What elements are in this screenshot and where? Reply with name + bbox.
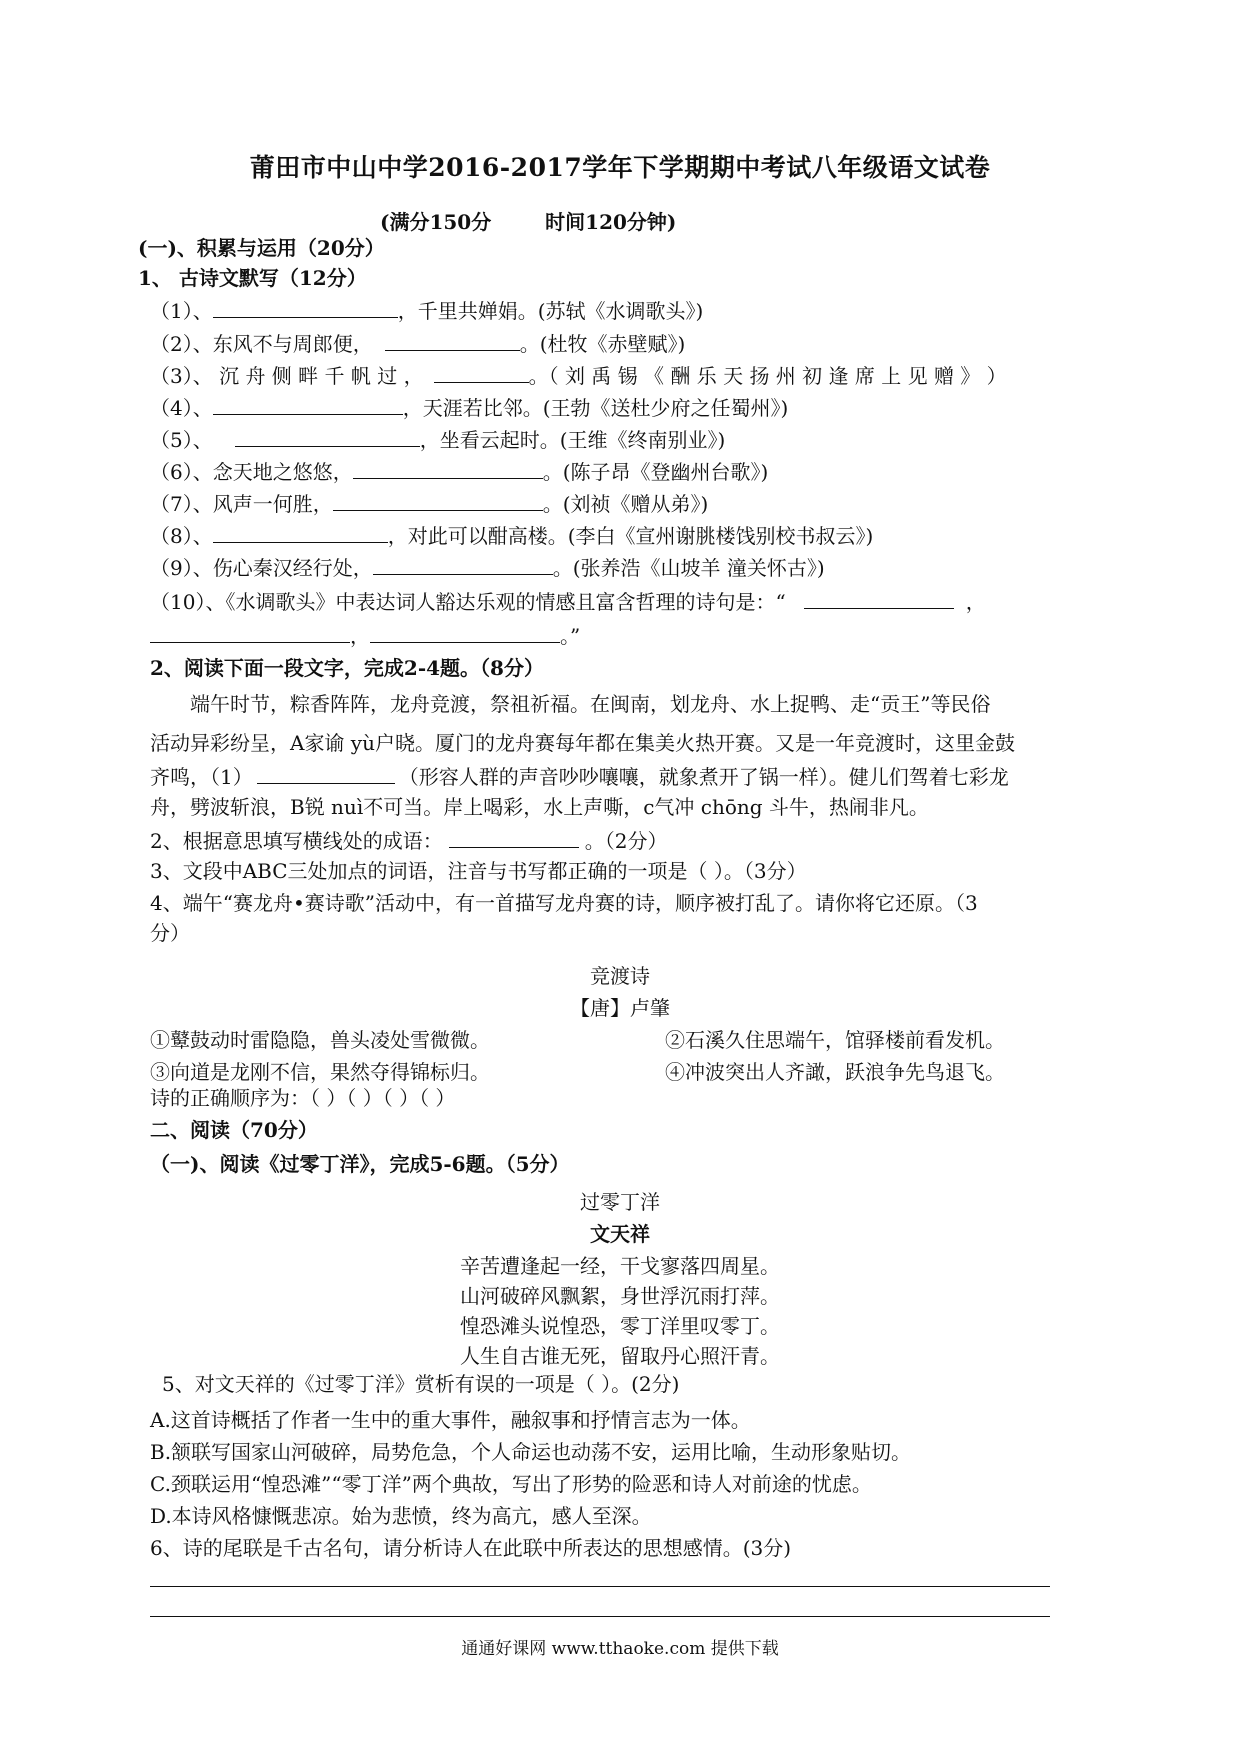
fill-item-3: （3）、 沉 舟 侧 畔 千 帆 过 ， 。（ 刘 禹 锡 《 酬 乐 天 扬 州 初 逢 席 上 见 赠 》 ） — [150, 364, 1007, 388]
answer-blank[interactable] — [353, 460, 543, 479]
page-title: 莆田市中山中学2016-2017学年下学期期中考试八年级语文试卷 — [249, 153, 991, 182]
question-2: 2、根据意思填写横线处的成语： 。（2分） — [150, 829, 668, 853]
poem-line-1: ①鼙鼓动时雷隐隐，兽头凌处雪微微。 — [150, 1028, 490, 1052]
reading-1-heading: （一)、阅读《过零丁洋》，完成5-6题。（5分） — [150, 1152, 570, 1176]
fill-item-2: （2）、东风不与周郎便， 。(杜牧《赤壁赋》) — [150, 332, 686, 356]
fill-item-5: （5）、 ，坐看云起时。(王维《终南别业》) — [150, 428, 726, 452]
fill-item-10-cont: ， 。” — [150, 624, 580, 646]
answer-blank[interactable] — [213, 396, 403, 415]
poem-line-2: ②石溪久住思端午，馆驿楼前看发机。 — [665, 1028, 1005, 1052]
option-c[interactable]: C.颈联运用“惶恐滩”“零丁洋”两个典故，写出了形势的险恶和诗人对前途的忧虑。 — [150, 1472, 872, 1496]
answer-line[interactable] — [150, 1586, 1050, 1587]
answer-blank[interactable] — [213, 299, 398, 318]
poem2-line-2: 山河破碎风飘絮，身世浮沉雨打萍。 — [460, 1284, 780, 1308]
question-4: 4、端午“赛龙舟•赛诗歌”活动中，有一首描写龙舟赛的诗，顺序被打乱了。请你将它还原。（3 — [150, 891, 978, 915]
answer-blank[interactable] — [257, 765, 395, 784]
answer-blank[interactable] — [434, 364, 529, 383]
question-6: 6、诗的尾联是千古名句，请分析诗人在此联中所表达的思想感情。(3分) — [150, 1536, 792, 1560]
question-5: 5、对文天祥的《过零丁洋》赏析有误的一项是（ ）。(2分) — [162, 1372, 680, 1396]
fill-item-10: （10）、《水调歌头》中表达词人豁达乐观的情感且富含哲理的诗句是：“ ， — [150, 590, 986, 614]
poem-order-prompt: 诗的正确顺序为：（ ）（ ）（ ）（ ） — [150, 1086, 456, 1110]
section-1-heading: (一)、积累与运用（20分） — [138, 236, 385, 260]
poem2-line-1: 辛苦遭逢起一经，干戈寥落四周星。 — [460, 1254, 780, 1278]
poem2-line-4: 人生自古谁无死，留取丹心照汗青。 — [460, 1344, 780, 1368]
exam-time: 时间120分钟) — [545, 210, 677, 234]
question-3: 3、文段中ABC三处加点的词语，注音与书写都正确的一项是（ ）。（3分） — [150, 859, 807, 883]
poem-line-4: ④冲波突出人齐譀，跃浪争先鸟退飞。 — [665, 1060, 1005, 1084]
poem2-line-3: 惶恐滩头说惶恐，零丁洋里叹零丁。 — [460, 1314, 780, 1338]
poem2-author: 文天祥 — [590, 1222, 650, 1246]
poem-author: 【唐】卢肇 — [570, 996, 670, 1020]
poem-line-3: ③向道是龙刚不信，果然夺得锦标归。 — [150, 1060, 490, 1084]
poem2-title: 过零丁洋 — [580, 1190, 660, 1214]
footer-credit: 通通好课网 www.tthaoke.com 提供下载 — [461, 1639, 779, 1659]
fill-item-1: （1）、 ，千里共婵娟。(苏轼《水调歌头》) — [150, 299, 704, 323]
answer-blank[interactable] — [150, 624, 350, 643]
full-score: (满分150分 — [380, 210, 492, 234]
passage-line-2: 活动异彩纷呈，A家谕 yù户晓。厦门的龙舟赛每年都在集美火热开赛。又是一年竞渡时，这里金鼓 — [150, 731, 1015, 755]
answer-blank[interactable] — [370, 624, 560, 643]
question-4-cont: 分） — [150, 921, 190, 945]
question-2-heading: 2、阅读下面一段文字，完成2-4题。（8分） — [150, 656, 544, 680]
question-1-heading: 1、 古诗文默写（12分） — [138, 266, 367, 290]
poem-title: 竞渡诗 — [590, 964, 650, 988]
option-d[interactable]: D.本诗风格慷慨悲凉。始为悲愤，终为高亢，感人至深。 — [150, 1504, 652, 1528]
fill-item-4: （4）、 ，天涯若比邻。(王勃《送杜少府之任蜀州》) — [150, 396, 789, 420]
answer-blank[interactable] — [373, 556, 553, 575]
fill-item-6: （6）、念天地之悠悠， 。(陈子昂《登幽州台歌》) — [150, 460, 769, 484]
answer-blank[interactable] — [449, 829, 579, 848]
answer-blank[interactable] — [333, 492, 543, 511]
fill-item-7: （7）、风声一何胜， 。(刘祯《赠从弟》) — [150, 492, 709, 516]
fill-item-9: （9）、伤心秦汉经行处， 。(张养浩《山坡羊 潼关怀古》) — [150, 556, 825, 580]
answer-blank[interactable] — [235, 428, 420, 447]
passage-line-4: 舟，劈波斩浪，B锐 nuì不可当。岸上喝彩，水上声嘶，c气冲 chōng 斗牛，热闹非凡。 — [150, 795, 929, 819]
option-a[interactable]: A.这首诗概括了作者一生中的重大事件，融叙事和抒情言志为一体。 — [150, 1408, 751, 1432]
answer-blank[interactable] — [213, 524, 388, 543]
fill-item-8: （8）、 ，对此可以酣高楼。(李白《宣州谢朓楼饯别校书叔云》) — [150, 524, 874, 548]
reading-passage: 端午时节，粽香阵阵，龙舟竞渡，祭祖祈福。在闽南，划龙舟、水上捉鸭、走“贡王”等民俗 — [190, 692, 991, 716]
answer-blank[interactable] — [385, 332, 520, 351]
option-b[interactable]: B.颔联写国家山河破碎，局势危急，个人命运也动荡不安，运用比喻，生动形象贴切。 — [150, 1440, 912, 1464]
exam-subtitle — [380, 206, 676, 235]
section-2-heading: 二、阅读（70分） — [150, 1118, 318, 1142]
answer-blank[interactable] — [804, 590, 954, 609]
answer-line[interactable] — [150, 1616, 1050, 1617]
passage-line-3: 齐鸣，（1） （形容人群的声音吵吵嚷嚷，就象煮开了锅一样）。健儿们驾着七彩龙 — [150, 765, 1009, 789]
